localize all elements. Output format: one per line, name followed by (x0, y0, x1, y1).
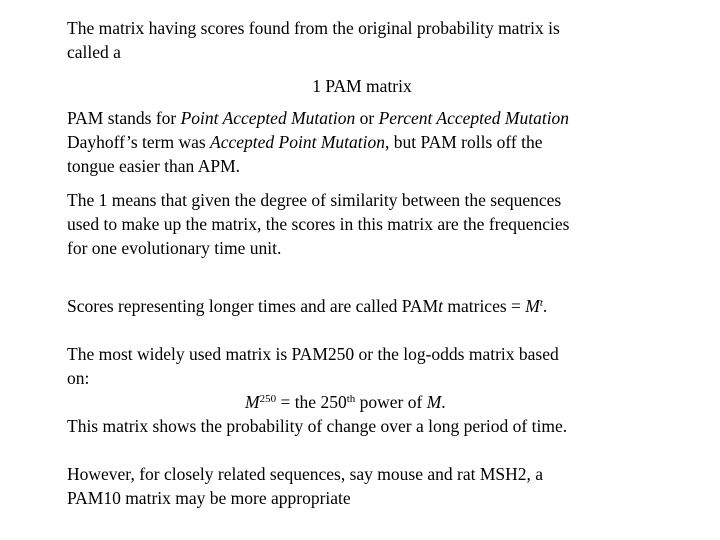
dayhoff-prefix: Dayhoff’s term was (67, 132, 211, 152)
pam-meaning-line-1 (67, 106, 657, 130)
longer-times-middle: matrices = (443, 296, 526, 316)
pam250-line-2: on: (67, 368, 90, 388)
pam-meaning-line-3: tongue easier than APM. (67, 156, 241, 176)
one-meaning-line-3: for one evolutionary time unit. (67, 238, 282, 258)
m-exponent-t: t (539, 297, 543, 309)
intro-line-1: The matrix having scores found from the original probability matrix is (67, 18, 560, 38)
m-variable: M (525, 296, 540, 316)
longer-times-suffix: . (542, 296, 548, 316)
or-word: or (355, 108, 379, 128)
pam250-formula (67, 390, 657, 414)
pam-meaning-line-2 (67, 130, 657, 154)
pam250-paragraph (67, 342, 657, 438)
pam-heading: 1 PAM matrix (312, 76, 412, 96)
slide-content (67, 16, 657, 510)
formula-exponent: 250 (259, 393, 277, 405)
formula-end: . (441, 392, 446, 412)
formula-th: th (346, 393, 356, 405)
intro-paragraph (67, 16, 657, 64)
longer-times-line (67, 294, 657, 318)
formula-m: M (245, 392, 260, 412)
pam250-line-4: This matrix shows the probability of change over a long period of time. (67, 416, 568, 436)
formula-power: power of (355, 392, 427, 412)
one-meaning-paragraph (67, 188, 657, 260)
pam-meaning-prefix: PAM stands for (67, 108, 181, 128)
related-line-1: However, for closely related sequences, say mouse and rat MSH2, a (67, 464, 544, 484)
one-meaning-line-1: The 1 means that given the degree of similarity between the sequences (67, 190, 562, 210)
longer-times-prefix: Scores representing longer times and are called PAM (67, 296, 439, 316)
pam-t-variable: t (438, 296, 443, 316)
related-line-2: PAM10 matrix may be more appropriate (67, 488, 351, 508)
percent-accepted-mutation-term: Percent Accepted Mutation (378, 108, 570, 128)
dayhoff-suffix: , but PAM rolls off the (385, 132, 543, 152)
formula-m-2: M (426, 392, 442, 412)
one-meaning-line-2: used to make up the matrix, the scores in this matrix are the frequencies (67, 214, 570, 234)
pam250-line-1: The most widely used matrix is PAM250 or the log-odds matrix based (67, 344, 559, 364)
point-accepted-mutation-term: Point Accepted Mutation (180, 108, 356, 128)
pam-meaning-paragraph (67, 106, 657, 178)
related-paragraph (67, 462, 657, 510)
intro-line-2: called a (67, 42, 121, 62)
formula-middle: = the 250 (276, 392, 347, 412)
accepted-point-mutation-term: Accepted Point Mutation (210, 132, 385, 152)
